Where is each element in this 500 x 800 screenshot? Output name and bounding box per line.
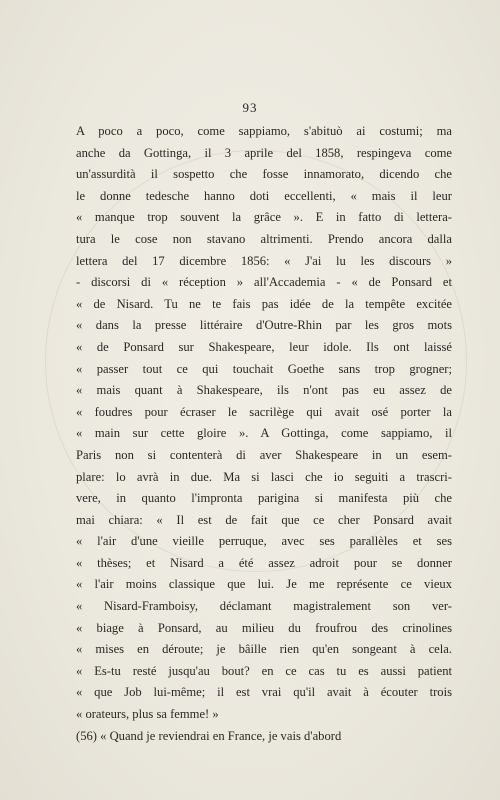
text-line: lettera del 17 dicembre 1856: « J'ai lu les discours » [76, 253, 452, 268]
page-number: 93 [242, 100, 258, 115]
text-line: « main sur cette gloire ». A Gottinga, come sappiamo, il [76, 426, 452, 441]
text-line: « l'air d'une vieille perruque, avec ses parallèles et ses [76, 534, 452, 549]
text-line: « mises en déroute; je bâille rien qu'en songeant à cela. [76, 642, 452, 657]
text-line: « Nisard-Framboisy, déclamant magistralement son ver- [76, 599, 452, 614]
text-line: « Es-tu resté jusqu'au bout? en ce cas tu es aussi patient [76, 663, 452, 678]
text-line: (56) « Quand je reviendrai en France, je vais d'abord [76, 728, 342, 743]
text-line: « dans la presse littéraire d'Outre-Rhin par les gros mots [76, 318, 452, 333]
text-line: mai chiara: « Il est de fait que ce cher Ponsard avait [76, 512, 452, 527]
text-line: « de Nisard. Tu ne te fais pas idée de la tempête excitée [76, 296, 452, 311]
text-line: - discorsi di « réception » all'Accademia - « de Ponsard et [76, 275, 452, 290]
text-line: « de Ponsard sur Shakespeare, leur idole. Ils ont laissé [76, 339, 452, 354]
text-line: « biage à Ponsard, au milieu du froufrou des crinolines [76, 620, 452, 635]
body-text [76, 121, 452, 747]
text-line: « que Job lui-même; il est vrai qu'il avait à écouter trois [76, 685, 452, 700]
text-line: « orateurs, plus sa femme! » [76, 707, 219, 722]
text-line: « manque trop souvent la grâce ». E in fatto di lettera- [76, 210, 452, 225]
text-line: plare: lo avrà in due. Ma si lasci che io seguiti a trascri- [76, 469, 452, 484]
text-line: « passer tout ce qui touchait Goethe sans trop grogner; [76, 361, 452, 376]
text-line: vere, in quanto l'impronta parigina si manifesta più che [76, 491, 452, 506]
text-line: un'assurdità il sospetto che fosse innamorato, dicendo che [76, 167, 452, 182]
text-line: tura le cose non stavano altrimenti. Prendo ancora dalla [76, 231, 452, 246]
text-line: « l'air moins classique que lui. Je me représente ce vieux [76, 577, 452, 592]
text-line: « mais quant à Shakespeare, ils n'ont pas eu assez de [76, 383, 452, 398]
text-line: « thèses; et Nisard a été assez adroit pour se donner [76, 555, 452, 570]
text-line: A poco a poco, come sappiamo, s'abituò ai costumi; ma [76, 124, 452, 138]
text-line: le donne tedesche hanno doti eccellenti, « mais il leur [76, 188, 452, 203]
text-line: Paris non si contenterà di aver Shakespeare in un esem- [76, 447, 452, 462]
text-line: « foudres pour écraser le sacrilège qui avait osé porter la [76, 404, 452, 419]
text-line: anche da Gottinga, il 3 aprile del 1858, respingeva come [76, 145, 452, 160]
